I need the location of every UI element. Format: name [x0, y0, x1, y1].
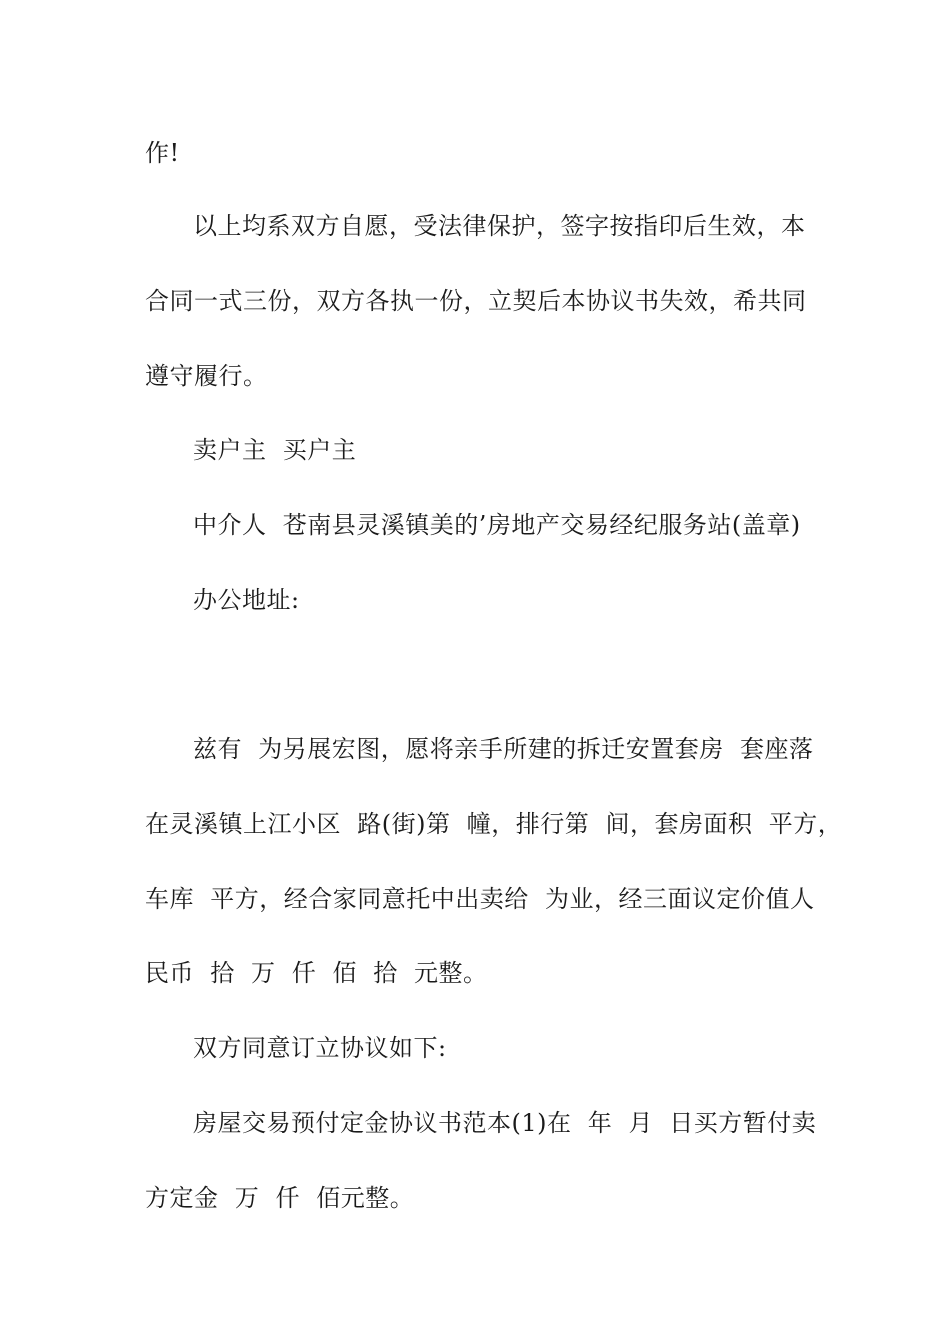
paragraph-line: 办公地址:	[193, 586, 300, 614]
paragraph-line: 以上均系双方自愿，受法律保护，签字按指印后生效，本	[193, 212, 806, 240]
paragraph-line: 遵守履行。	[145, 362, 268, 390]
paragraph-line: 双方同意订立协议如下:	[193, 1034, 447, 1062]
paragraph-line: 房屋交易预付定金协议书范本(1)在 年 月 日买方暂付卖	[193, 1109, 817, 1137]
paragraph-line: 卖户主 买户主	[193, 436, 357, 464]
paragraph-line: 作!	[145, 139, 180, 167]
paragraph-line: 合同一式三份，双方各执一份，立契后本协议书失效，希共同	[145, 287, 807, 315]
paragraph-line: 方定金 万 仟 佰元整。	[145, 1184, 415, 1212]
paragraph-line: 民币 拾 万 仟 佰 拾 元整。	[145, 959, 488, 987]
paragraph-line: 在灵溪镇上江小区 路(街)第 幢，排行第 间，套房面积 平方，	[145, 810, 843, 838]
paragraph-line: 车库 平方，经合家同意托中出卖给 为业，经三面议定价值人	[145, 885, 815, 913]
paragraph-line: 中介人 苍南县灵溪镇美的’房地产交易经纪服务站(盖章)	[193, 511, 801, 539]
paragraph-line: 兹有 为另展宏图，愿将亲手所建的拆迁安置套房 套座落	[193, 735, 814, 763]
